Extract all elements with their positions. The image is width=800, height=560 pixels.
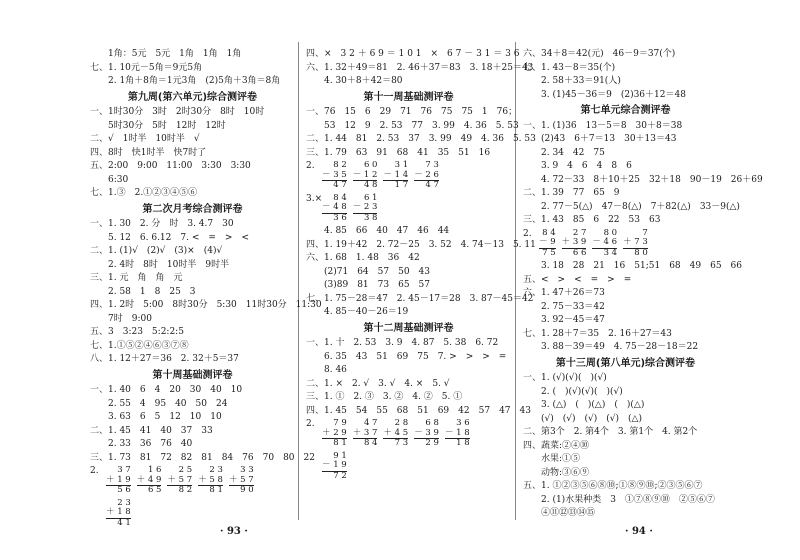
answer-line: 水果:①⑤ <box>523 454 581 464</box>
answer-line: 三、1. 43 85 6 22 53 63 <box>523 215 661 225</box>
answer-line: 四、蔬菜:②④⑩ <box>523 440 590 451</box>
calculation-row: 3 3 <box>240 465 254 475</box>
section-heading: 第十一周基础测评卷 <box>363 91 454 103</box>
answer-line: 四、1. 45 54 55 68 51 69 42 57 47 43 <box>306 405 531 416</box>
answer-line: 六、1. 32＋49＝81 2. 46＋37＝83 3. 18＋25＝43 <box>306 62 534 73</box>
calculation-row: 6 5 <box>147 485 162 495</box>
calculation-row: 8 0 <box>634 247 648 258</box>
answer-column-2 <box>306 48 536 483</box>
answer-line: 4. 85 66 40 47 46 44 <box>306 226 450 236</box>
calculation-row: ＋ 4 9 <box>136 474 162 485</box>
calculation-row: 8 1 <box>209 485 223 495</box>
calculation-row: － 1 9 <box>322 460 347 470</box>
calculation-row: 4 7 <box>363 418 378 428</box>
vertical-calculation <box>414 161 439 191</box>
answer-line: 6. 35 43 51 69 75 7. > > > = <box>306 351 507 362</box>
calculation-row: 7 2 <box>333 470 347 481</box>
calculation-row: 7 5 <box>542 247 556 258</box>
vertical-calculation-row: 2. 8 2 － 3 5 4 7 6 0 － 1 2 4 8 3 1 － 1 4 1 7 7 3 － 2 6 4 7 <box>306 160 439 190</box>
calculation-row: － 9 <box>539 237 556 247</box>
vertical-calculation <box>623 229 648 259</box>
vertical-calculation-row: 3.× 8 4 － 4 8 3 6 6 1 － 2 3 3 8 <box>306 192 378 223</box>
vertical-calculation <box>229 466 254 496</box>
calculation-row: 3 7 <box>117 465 131 475</box>
vertical-calculation <box>353 194 378 224</box>
answer-line: 一、1时30分 3时 2时30分 8时 10时 <box>90 107 265 117</box>
answer-line: 3. 9 4 6 4 8 6 <box>523 161 632 171</box>
answer-line: 6:30 <box>90 174 129 185</box>
vertical-calculation <box>592 229 617 259</box>
calculation-row: 7 3 <box>394 438 409 448</box>
answer-line: 2. 33 36 76 40 <box>90 439 193 449</box>
section-heading: 第九周(第六单元)综合测评卷 <box>127 91 258 103</box>
vertical-calculation <box>106 466 131 496</box>
calculation-row: 2 7 <box>572 227 587 238</box>
calculation-row: 1 7 <box>394 180 409 190</box>
answer-line: 一、1. (√)(√)( )(√) <box>523 373 607 383</box>
calculation-row: 7 3 <box>425 160 439 170</box>
answer-line: 五、< > < = > = <box>523 274 632 285</box>
answer-line: 四、1. 2时 5:00 8时30分 5:30 11时30分 11:30 <box>90 300 322 310</box>
answer-line: 3. (△) ( )(△) ( )(△) <box>523 400 645 410</box>
vertical-calculation <box>562 229 587 259</box>
calculation-row: － 1 2 <box>352 169 378 180</box>
calculation-row: 6 6 <box>572 247 587 258</box>
answer-line: 2. 77－5(△) 47－8(△) 7＋82(△) 33－9(△) <box>523 201 740 212</box>
answer-line: 2. 1角＋8角＝1元3角 (2)5角＋3角＝8角 <box>90 76 281 86</box>
answer-column-3 <box>523 48 763 521</box>
answer-line: 八、1. 12＋27＝36 2. 32＋5＝37 <box>90 354 239 364</box>
answer-line: 二、第3个 2. 第4个 3. 第1个 4. 第2个 <box>523 427 698 437</box>
calculation-row: 3 6 <box>333 212 347 223</box>
answer-line: (2)71 64 57 50 43 <box>306 266 431 277</box>
answer-line: 三、1. ① 2. ③ 3. ② 4. ② 5. ① <box>306 392 463 402</box>
calculation-row: － 1 4 <box>383 169 409 180</box>
calculation-row: ＋ 5 8 <box>198 474 223 485</box>
calculation-row: 8 2 <box>333 160 347 170</box>
calculation-row: ＋ 5 7 <box>167 474 193 485</box>
calculation-row: ＋ 5 7 <box>228 474 254 485</box>
vertical-calculation <box>322 452 347 482</box>
section-heading: 第十三周(第八单元)综合测评卷 <box>555 357 696 369</box>
answer-line: 2. 75－33＝42 <box>523 301 605 312</box>
answer-line: 8. 46 <box>306 365 347 375</box>
answer-line: 53 12 9 2. 53 77 3. 99 4. 36 5. 53 <box>306 120 519 131</box>
vertical-calculation <box>383 161 408 191</box>
section-heading: 第二次月考综合测评卷 <box>142 203 243 215</box>
vertical-calculation <box>167 466 192 496</box>
answer-line: 2. (1)水果种类 3 ①⑦⑧⑨⑩ ②⑤⑥⑦ <box>523 494 715 505</box>
calculation-row: ＋ 1 9 <box>106 474 131 485</box>
calculation-row: ＋ 1 8 <box>106 507 131 517</box>
calculation-row: 4 7 <box>333 180 347 190</box>
calculation-row: 1 6 <box>147 465 162 475</box>
calculation-row: － 3 5 <box>322 169 347 180</box>
calculation-row: ＋ 2 9 <box>322 427 347 438</box>
calculation-row: 9 0 <box>240 485 254 495</box>
calculation-row: 3 1 <box>394 160 409 170</box>
calculation-row: 2 5 <box>178 465 193 475</box>
calculation-row: 3 8 <box>363 212 378 223</box>
section-heading: 第十二周基础测评卷 <box>363 322 454 334</box>
vertical-calculation <box>445 419 470 449</box>
page-number-right: · 94 · <box>625 526 653 537</box>
calculation-row: 2 8 <box>394 418 409 428</box>
answer-line: 5时30分 5时 12时 12时 <box>90 120 226 131</box>
vertical-calculation <box>353 419 378 449</box>
answer-line: 七、1. 28＋7＝35 2. 16＋27＝43 <box>523 328 672 339</box>
column-divider-left <box>298 42 299 520</box>
calculation-row: － 2 6 <box>414 169 439 180</box>
vertical-calculation <box>198 466 223 496</box>
answer-line: 五、3 3:23 5:2:2:5 <box>90 327 184 337</box>
calculation-row: ＋ 7 3 <box>623 237 648 247</box>
answer-line: 二、1. × 2. √ 3. √ 4. × 5. √ <box>306 378 450 389</box>
calculation-row: － 1 8 <box>444 427 470 438</box>
answer-line: 2. 58＋33＝91(人) <box>523 76 621 86</box>
calculation-row: － 2 3 <box>352 202 378 212</box>
vertical-calculation-row <box>90 498 295 531</box>
answer-line: (2)43 6＋7＝13 30＋13＝43 <box>523 134 677 144</box>
answer-line: 四、× 3 2 ＋ 6 9 ＝ 1 0 1 × 6 7 － 3 1 ＝ 3 6 <box>306 49 520 59</box>
page-number-left: · 93 · <box>220 526 248 537</box>
calculation-row: 8 1 <box>333 438 347 448</box>
answer-line: 一、76 15 6 29 71 76 75 75 1 76； <box>306 107 518 117</box>
section-heading: 第十周基础测评卷 <box>152 369 233 381</box>
calculation-row: 2 9 <box>425 438 439 448</box>
vertical-calculation-row <box>306 451 511 484</box>
vertical-calculation <box>414 419 439 449</box>
answer-line: 二、1. 45 41 40 37 33 <box>90 425 213 436</box>
answer-line: 二、1. 44 81 2. 53 37 3. 99 49 4. 36 5. 53 <box>306 134 536 144</box>
calculation-row: 2 3 <box>117 497 131 508</box>
answer-line: (√) (√) (√) (√) (△) <box>523 413 642 424</box>
vertical-calculation-row: 2. 8 4 － 9 7 5 2 7 ＋ 3 9 6 6 8 0 － 4 6 3 4 7 ＋ 7 3 8 0 <box>523 227 648 258</box>
answer-line: 1角：5元 5元 1角 1角 1角 <box>90 49 242 59</box>
section-heading: 第七单元综合测评卷 <box>580 105 671 116</box>
answer-line: 六、34＋8＝42(元) 46－9＝37(个) <box>523 49 676 59</box>
calculation-row: 6 8 <box>425 418 439 428</box>
answer-line: 七、1. 43－8＝35(个) <box>523 62 616 73</box>
answer-line: 二、1. (1)√ (2)√ (3)× (4)√ <box>90 246 223 256</box>
calculation-row: ＋ 3 7 <box>352 427 378 438</box>
calculation-row: 8 4 <box>542 227 556 238</box>
calculation-row: 6 1 <box>363 192 378 203</box>
calculation-row: 5 6 <box>117 485 131 495</box>
calculation-row: 9 1 <box>333 450 347 461</box>
vertical-calculation-row: 2. 3 7 ＋ 1 9 5 6 1 6 ＋ 4 9 6 5 2 5 ＋ 5 7 8 2 2 3 ＋ 5 8 8 1 3 3 ＋ 5 7 9 0 <box>90 465 254 495</box>
calculation-row: 1 8 <box>456 438 470 448</box>
answer-line: 2. 55 4 95 40 50 24 <box>90 398 228 409</box>
vertical-calculation <box>106 499 131 529</box>
vertical-calculation <box>383 419 408 449</box>
answer-line: 六、1. 68 1. 48 36 42 <box>306 253 420 263</box>
answer-line: 3. (1)45－36＝9 (2)36＋12＝48 <box>523 89 686 100</box>
answer-line: 五、1. ①②③⑤⑥⑧⑩;①⑧⑨⑩;②③⑤⑥⑦ <box>523 481 703 491</box>
answer-line: 4. 30＋8＋42＝80 <box>306 76 403 86</box>
calculation-row: 6 0 <box>363 160 378 170</box>
calculation-row: ＋ 3 9 <box>561 237 587 247</box>
answer-line: 一、1. 30 2. 分 时 3. 4.7 30 <box>90 219 234 229</box>
calculation-row: 8 0 <box>603 227 618 238</box>
answer-line: 3. 92－45＝47 <box>523 315 605 325</box>
calculation-row: 4 7 <box>425 180 439 190</box>
answer-line: 2. 58 1 8 25 3 <box>90 286 196 297</box>
answer-line: 2. 4时 8时 10时半 9时半 <box>90 259 230 270</box>
calculation-row: 7 9 <box>333 418 347 428</box>
answer-line: 5. 12 6. 6.12 7. < = > < <box>90 232 249 243</box>
answer-line: 七、1. 75－28＝47 2. 45－17＝28 3. 87－45＝42 <box>306 293 534 304</box>
answer-line: 2. ( )(√)(√)( )(√) <box>523 386 623 397</box>
answer-line: 七、1.③ 2.①②③④⑤⑥ <box>90 188 198 198</box>
calculation-row: 2 3 <box>209 465 223 475</box>
calculation-row: － 4 6 <box>592 237 618 247</box>
answer-line: 四、8时 快1时半 快7时了 <box>90 147 207 158</box>
calculation-row: 3 4 <box>603 247 618 258</box>
vertical-calculation <box>539 229 556 259</box>
answer-line: 一、1. (1)36 13－5＝8 30＋8＝38 <box>523 120 683 131</box>
calculation-row: 4 8 <box>363 180 378 190</box>
answer-line: 3. 63 6 5 12 10 10 <box>90 412 222 422</box>
answer-line: 7时 9:00 <box>90 313 152 324</box>
calculation-row: 3 6 <box>456 418 470 428</box>
answer-column-1 <box>90 48 322 530</box>
answer-line: 4. 72－33 8＋10＋25 32＋18 90－19 26＋69 <box>523 174 763 185</box>
answer-line: (3)89 81 73 65 57 <box>306 280 431 290</box>
vertical-calculation <box>137 466 162 496</box>
calculation-row: 8 2 <box>178 485 193 495</box>
calculation-row: － 3 9 <box>414 427 439 438</box>
calculation-row: － 4 8 <box>322 202 347 212</box>
calculation-row: ＋ 4 5 <box>383 427 409 438</box>
answer-line: 一、1. 40 6 4 20 30 40 10 <box>90 385 243 395</box>
answer-line: 五、2:00 9:00 11:00 3:30 3:30 <box>90 161 251 171</box>
answer-line: 二、1. 39 77 65 9 <box>523 188 620 198</box>
answer-line: 3. 88－39＝49 4. 75－28－18＝22 <box>523 342 699 352</box>
answer-line: 动物:③⑥⑨ <box>523 467 590 478</box>
answer-line: 三、1. 79 63 91 68 41 35 51 16 <box>306 147 491 158</box>
answer-line: 3. 18 28 21 16 51;51 68 49 65 66 <box>523 261 743 271</box>
answer-line: 2. 34 42 75 <box>523 147 605 158</box>
answer-line: 四、1. 19＋42 2. 72－25 3. 52 4. 74－13 5. 11 <box>306 239 536 250</box>
vertical-calculation <box>353 161 378 191</box>
answer-line: 三、1. 73 81 72 82 81 84 76 70 80 22 <box>90 452 315 463</box>
calculation-row: 8 4 <box>333 192 347 203</box>
calculation-row: 8 4 <box>363 438 378 448</box>
vertical-calculation-row: 2. 7 9 ＋ 2 9 8 1 4 7 ＋ 3 7 8 4 2 8 ＋ 4 5 7 3 6 8 － 3 9 2 9 3 6 － 1 8 1 8 <box>306 418 470 448</box>
calculation-row: 4 1 <box>117 517 131 528</box>
vertical-calculation <box>322 419 347 449</box>
calculation-row: 7 <box>642 227 648 238</box>
vertical-calculation <box>322 161 347 191</box>
answer-line: 三、1. 元 角 角 元 <box>90 273 183 283</box>
answer-line: 七、1.①⑤②④⑥③⑦⑧ <box>90 340 189 351</box>
answer-line: ④⑪⑫⑬⑭⑮ <box>523 508 596 518</box>
answer-line: 4. 85－40－26＝19 <box>306 307 409 317</box>
answer-line: 六、1. 47＋26＝73 <box>523 288 605 298</box>
answer-line: 一、1. 十 2. 53 3. 9 4. 87 5. 38 6. 72 <box>306 338 499 348</box>
vertical-calculation <box>322 194 347 224</box>
answer-line: 七、1. 10元－5角＝9元5角 <box>90 62 203 73</box>
answer-line: 二、√ 1时半 10时半 √ <box>90 134 200 144</box>
